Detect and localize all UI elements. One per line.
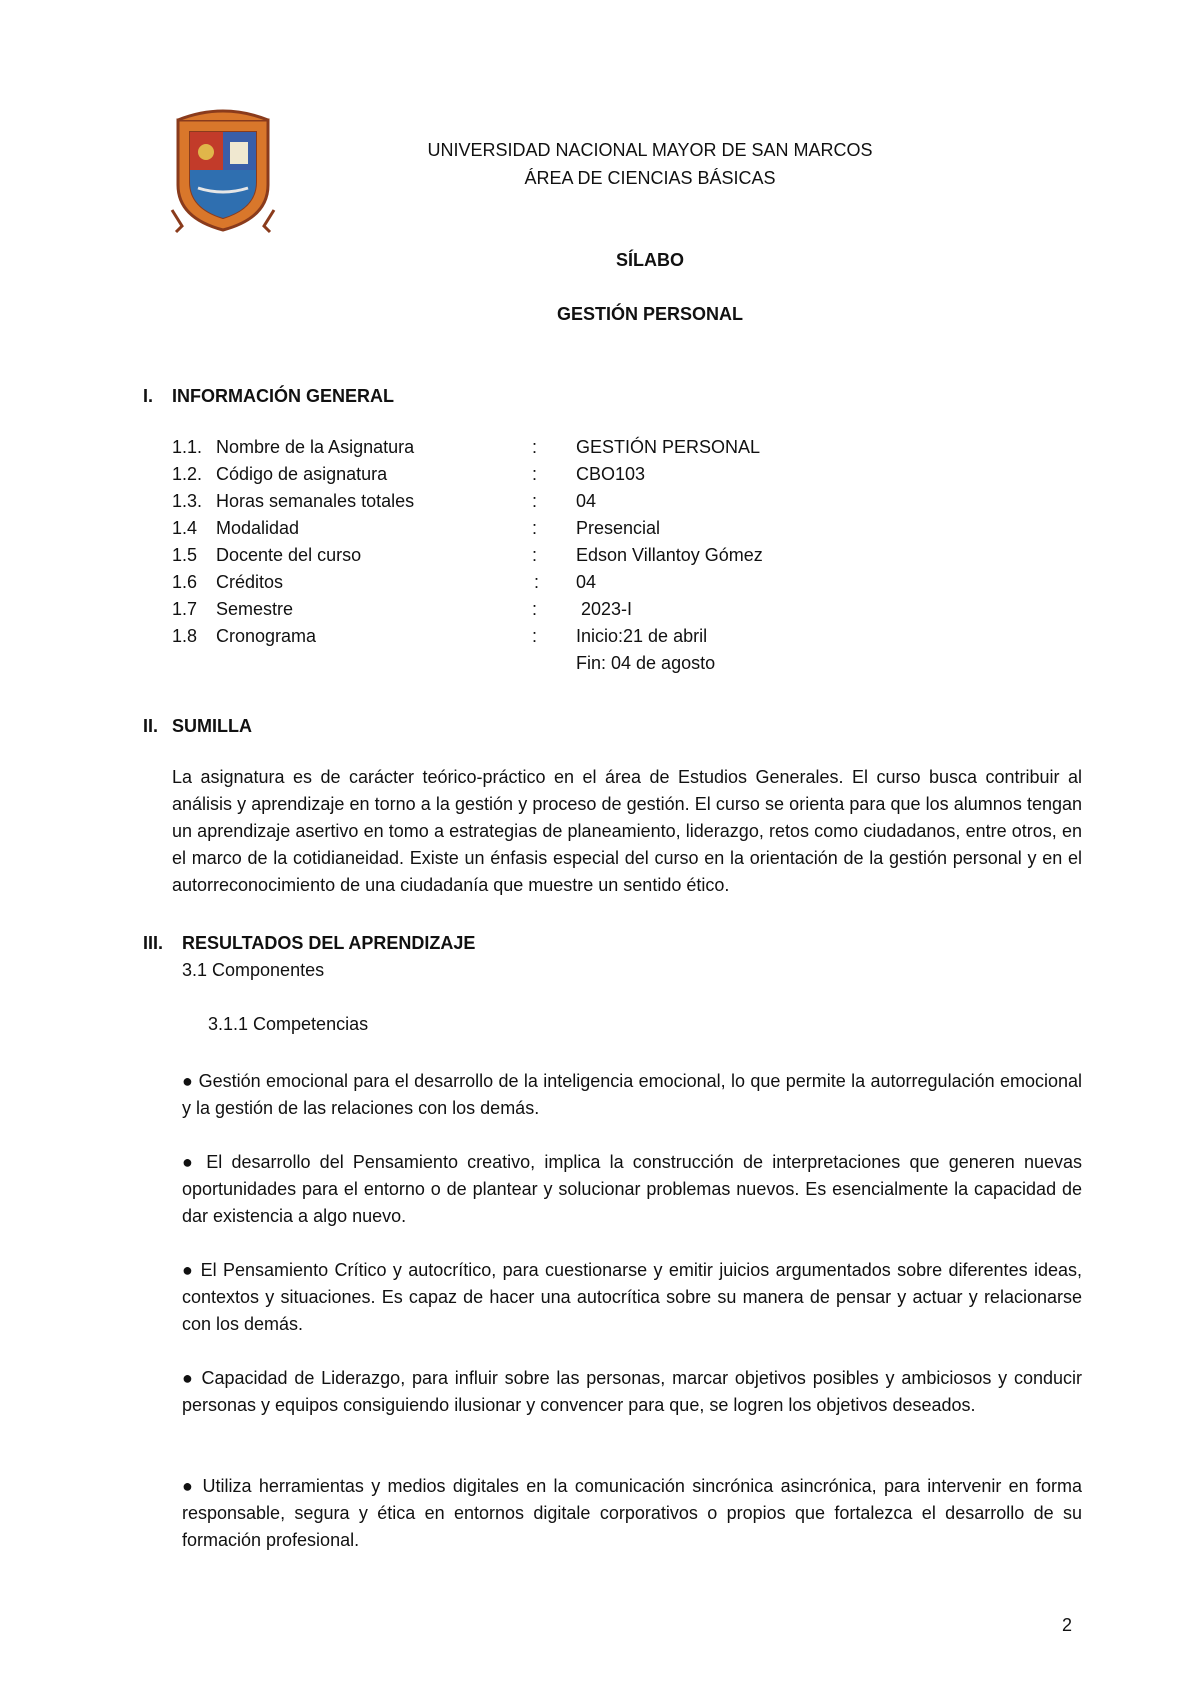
info-label: Nombre de la Asignatura [216,437,415,457]
section-3-title: RESULTADOS DEL APRENDIZAJE [182,933,476,953]
section-2-number: II. [143,716,159,736]
info-sep: : [532,518,538,538]
info-num: 1.7 [172,599,198,619]
info-row [0,434,1200,461]
course-title: GESTIÓN PERSONAL [556,304,744,324]
info-label: Docente del curso [216,545,362,565]
info-value: Presencial [576,518,661,538]
cronograma-end: Fin: 04 de agosto [576,653,716,673]
competency-bullet: ● Capacidad de Liderazgo, para influir sobre las personas, marcar objetivos posibles y ambiciosos y conducir personas y equipos consiguiendo ilusionar y convencer para que, se logren los objetivos deseados. [182,1368,1082,1415]
info-value: 04 [576,491,597,511]
section-1-number: I. [143,386,154,406]
info-row [0,569,1200,596]
info-sep: : [532,545,538,565]
info-value: Edson Villantoy Gómez [576,545,763,565]
area-name: ÁREA DE CIENCIAS BÁSICAS [524,168,776,188]
info-label: Horas semanales totales [216,491,415,511]
info-row [0,623,1200,650]
info-num: 1.4 [172,518,198,538]
info-label: Semestre [216,599,294,619]
page-number: 2 [1062,1615,1073,1635]
info-num: 1.5 [172,545,198,565]
info-num: 1.6 [172,572,198,592]
section-1-title: INFORMACIÓN GENERAL [172,386,394,406]
competency-bullet: ● El Pensamiento Crítico y autocrítico, para cuestionarse y emitir juicios argumentados sobre diferentes ideas, contextos y situaciones. Es capaz de hacer una autocrítica sobre su manera de pensar y actuar y relacionarse con los demás. [182,1260,1082,1334]
info-label: Créditos [216,572,284,592]
info-sep: : [532,599,538,619]
info-value: GESTIÓN PERSONAL [576,437,761,457]
info-sep: : [532,491,538,511]
info-sep: : [534,572,540,592]
info-row [0,542,1200,569]
info-num: 1.3. [172,491,203,511]
info-num: 1.1. [172,437,203,457]
info-num: 1.8 [172,626,198,646]
info-value: Inicio:21 de abril [576,626,708,646]
info-row [0,515,1200,542]
section-2-title: SUMILLA [172,716,252,736]
info-sep: : [532,626,538,646]
info-num: 1.2. [172,464,203,484]
info-sep: : [532,437,538,457]
university-name: UNIVERSIDAD NACIONAL MAYOR DE SAN MARCOS [427,140,873,160]
university-seal-logo [168,100,278,235]
competency-bullet: ● Gestión emocional para el desarrollo de la inteligencia emocional, lo que permite la autorregulación emocional y la gestión de las relaciones con los demás. [182,1071,1082,1118]
info-sep: : [532,464,538,484]
sumilla-paragraph: La asignatura es de carácter teórico-práctico en el área de Estudios Generales. El curso busca contribuir al análisis y aprendizaje en torno a la gestión y proceso de gestión. El curso se orienta para que los alumnos tengan un aprendizaje asertivo en tomo a estrategias de planeamiento, liderazgo, retos como ciudadanos, entre otros, en el marco de la cotidianeidad. Existe un énfasis especial del curso en la orientación de la gestión personal y en el autorreconocimiento de una ciudadanía que muestre un sentido ético. [172,767,1082,895]
subsection-competencies: 3.1.1 Competencias [208,1014,369,1034]
info-row [0,461,1200,488]
document-type: SÍLABO [615,250,684,270]
section-3-number: III. [143,933,164,953]
info-row [0,488,1200,515]
info-row-continuation [0,650,1200,677]
competency-bullet: ● El desarrollo del Pensamiento creativo, implica la construcción de interpretaciones que generen nuevas oportunidades para el entorno o de plantear y solucionar problemas nuevos. Es esencialmente la capacidad de dar existencia a algo nuevo. [182,1152,1082,1226]
info-value: 04 [576,572,597,592]
competency-bullet: ● Utiliza herramientas y medios digitales en la comunicación sincrónica asincrónica, para intervenir en forma responsable, segura y ética en entornos digitale corporativos o propios que fortalezca el desarrollo de su formación profesional. [182,1476,1082,1550]
subsection-components: 3.1 Componentes [182,960,325,980]
info-label: Cronograma [216,626,317,646]
info-label: Modalidad [216,518,300,538]
info-value: CBO103 [576,464,646,484]
info-row [0,596,1200,623]
info-label: Código de asignatura [216,464,388,484]
info-value: 2023-I [581,599,633,619]
